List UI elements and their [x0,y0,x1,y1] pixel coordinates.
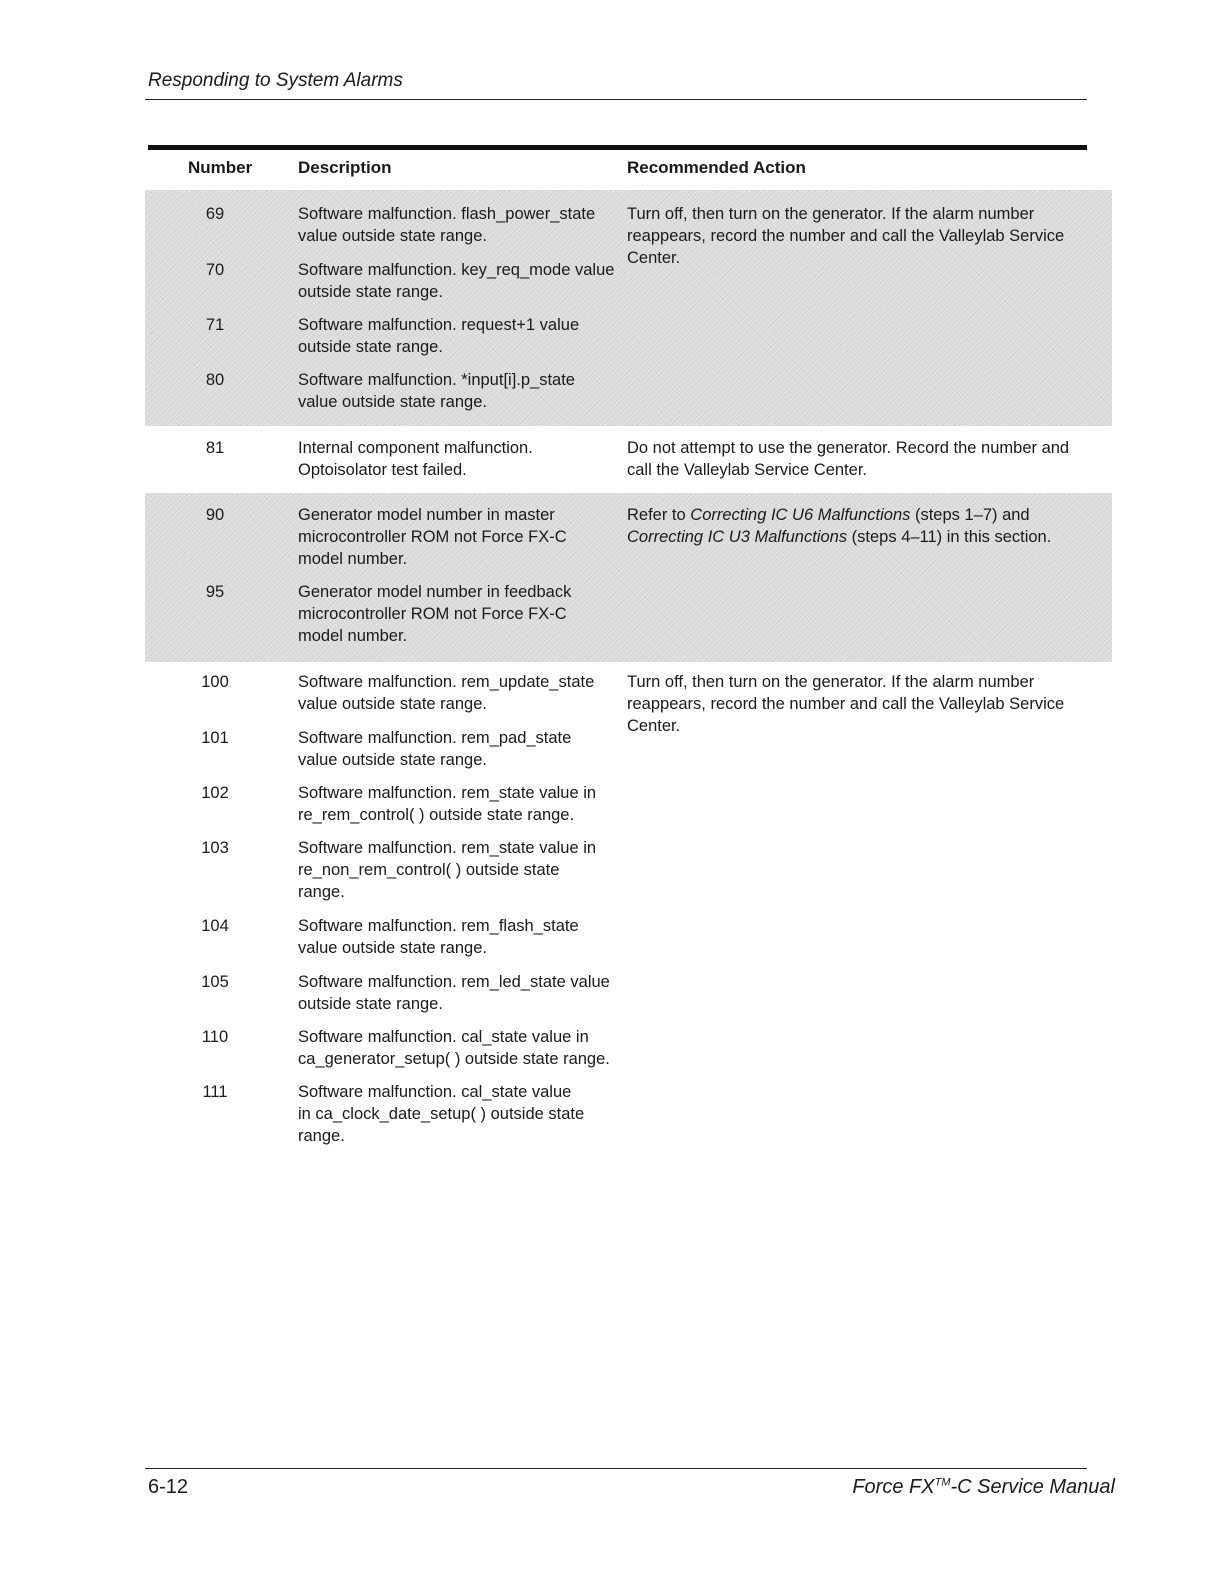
manual-title [852,1476,1115,1499]
header-rule [145,99,1087,100]
manual-suffix: -C Service Manual [950,1476,1115,1498]
alarm-description: Software malfunction. cal_state value in ca_clock_date_setup( ) outside state range. [298,1083,585,1145]
recommended-action: Turn off, then turn on the generator. If the alarm number reappears, record the number and call the Valleylab Service Center. [627,673,1065,735]
alarm-description: Software malfunction. rem_pad_state value outside state range. [298,729,572,769]
column-header-description: Description [298,158,392,177]
column-header-action: Recommended Action [627,158,806,177]
recommended-action [627,504,1067,548]
alarm-description: Software malfunction. request+1 value outside state range. [298,316,580,356]
alarm-number: 101 [201,729,229,747]
alarm-description: Software malfunction. rem_flash_state value outside state range. [298,917,579,957]
alarm-description: Software malfunction. flash_power_state value outside state range. [298,205,596,245]
page-number: 6-12 [148,1476,189,1498]
trademark-mark: TM [934,1476,951,1489]
alarm-number: 69 [205,205,225,223]
alarm-number: 110 [201,1028,229,1046]
alarm-description: Generator model number in master microcontroller ROM not Force FX-C model number. [298,506,567,568]
alarm-number: 71 [205,316,225,334]
alarm-description: Software malfunction. key_req_mode value outside state range. [298,261,615,301]
alarm-description: Software malfunction. cal_state value in ca_generator_setup( ) outside state range. [298,1028,610,1068]
alarm-description: Software malfunction. *input[i].p_state value outside state range. [298,371,575,411]
alarm-description: Software malfunction. rem_state value in re_rem_control( ) outside state range. [298,784,597,824]
alarm-description: Software malfunction. rem_update_state value outside state range. [298,673,595,713]
cross-reference: Correcting IC U3 Malfunctions [627,528,848,546]
manual-name: Force FX [852,1476,935,1498]
recommended-action: Do not attempt to use the generator. Record the number and call the Valleylab Service Center. [627,439,1070,479]
alarm-number: 81 [205,439,225,457]
cross-reference: Correcting IC U6 Malfunctions [690,506,911,524]
footer-rule [145,1468,1087,1469]
alarm-description: Generator model number in feedback microcontroller ROM not Force FX-C model number. [298,583,572,645]
alarm-number: 102 [201,784,229,802]
alarm-number: 104 [201,917,229,935]
alarm-number: 95 [205,583,225,601]
table-top-rule [148,145,1087,150]
running-header: Responding to System Alarms [148,70,403,91]
alarm-number: 90 [205,506,225,524]
alarm-description: Software malfunction. rem_led_state value outside state range. [298,973,610,1013]
alarm-description: Internal component malfunction. Optoisolator test failed. [298,439,533,479]
alarm-number: 100 [201,673,229,691]
alarm-number: 105 [201,973,229,991]
alarm-number: 103 [201,839,229,857]
column-header-number: Number [188,158,253,177]
alarm-number: 111 [202,1083,228,1101]
alarm-number: 70 [205,261,225,279]
alarm-description: Software malfunction. rem_state value in re_non_rem_control( ) outside state range. [298,839,597,901]
alarm-number: 80 [205,371,225,389]
action-text: (steps 1–7) and [910,506,1030,524]
action-text: (steps 4–11) in this section. [847,528,1052,546]
action-text: Refer to [627,506,691,524]
recommended-action: Turn off, then turn on the generator. If the alarm number reappears, record the number and call the Valleylab Service Center. [627,205,1065,267]
